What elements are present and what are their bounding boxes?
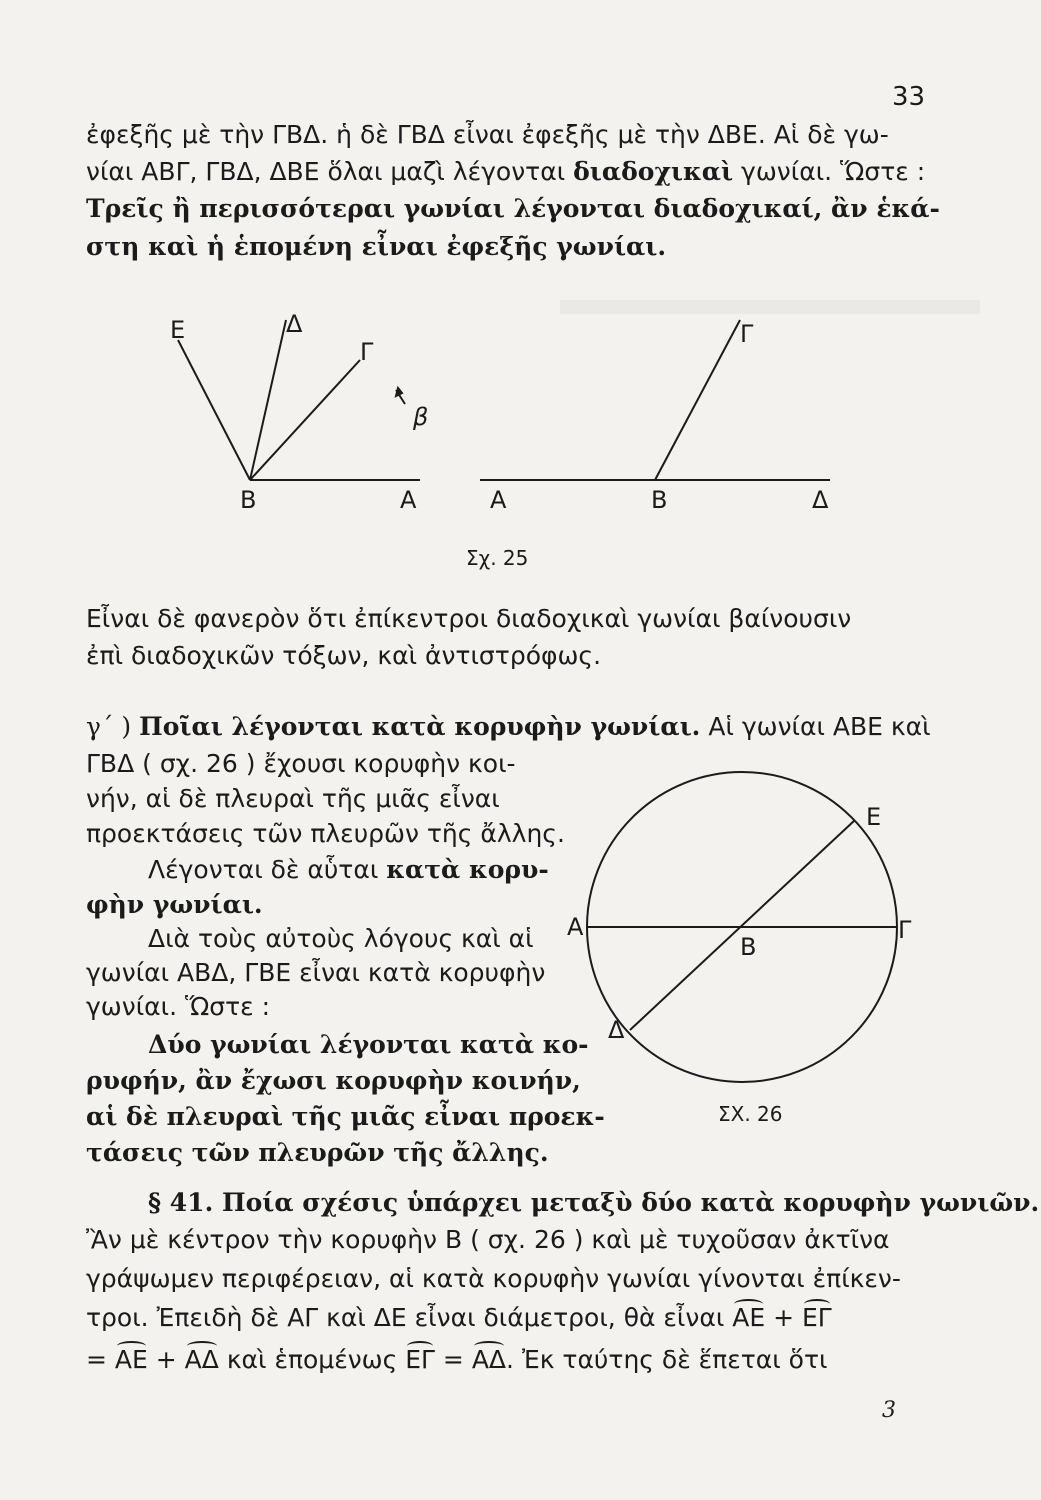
bold-term: διαδοχικαὶ	[573, 157, 734, 186]
text-line: γωνίαι. Ὥστε :	[86, 992, 271, 1021]
text: τροι. Ἐπειδὴ δὲ ΑΓ καὶ ΔΕ εἶναι διάμετροι, θὰ εἶναι	[86, 1303, 733, 1332]
arc-AD: ΑΔ	[471, 1345, 507, 1374]
text-line: Ἂν μὲ κέντρον τὴν κορυφὴν Β ( σχ. 26 ) καὶ μὲ τυχοῦσαν ἀκτῖνα	[86, 1225, 890, 1254]
section-number: § 41.	[148, 1188, 222, 1217]
rule-line: Τρεῖς ἢ περισσότεραι γωνίαι λέγονται διαδοχικαί, ἂν ἑκά-	[86, 194, 940, 223]
equals-sign: =	[434, 1345, 472, 1374]
label-B: Β	[240, 486, 257, 514]
text-line: ἐφεξῆς μὲ τὴν ΓΒΔ. ἡ δὲ ΓΒΔ εἶναι ἐφεξῆς μὲ τὴν ΔΒΕ. Αἱ δὲ γω-	[86, 120, 889, 149]
label-D: Δ	[812, 486, 829, 514]
text-line: γωνίαι ΑΒΔ, ΓΒΕ εἶναι κατὰ κορυφὴν	[86, 958, 546, 987]
text-line: προεκτάσεις τῶν πλευρῶν τῆς ἄλλης.	[86, 819, 565, 848]
label-G: Γ	[360, 338, 374, 366]
heading-bold: Ποία σχέσις ὑπάρχει μεταξὺ δύο κατὰ κορυφὴν γωνιῶν.	[221, 1188, 1040, 1217]
section-heading	[86, 1188, 1040, 1217]
label-B: Β	[651, 486, 668, 514]
plus-sign: +	[765, 1303, 802, 1332]
label-A: Α	[400, 486, 417, 514]
page-number: 33	[892, 82, 926, 112]
label-D: Δ	[286, 310, 303, 338]
text-line: ἐπὶ διαδοχικῶν τόξων, καὶ ἀντιστρόφως.	[86, 641, 602, 670]
heading-bold: Ποῖαι λέγονται κατὰ κορυφὴν γωνίαι.	[139, 712, 701, 741]
label-D: Δ	[608, 1016, 625, 1044]
equals-sign: =	[86, 1345, 115, 1374]
bold-term: φὴν γωνίαι.	[86, 890, 263, 919]
label-A: Α	[567, 913, 584, 941]
rule-line: ρυφήν, ἂν ἔχωσι κορυφὴν κοινήν,	[86, 1066, 581, 1095]
heading-number: γ΄ )	[86, 712, 140, 741]
text: . Ἐκ ταύτης δὲ ἕπεται ὅτι	[506, 1345, 828, 1374]
label-B: Β	[740, 933, 757, 961]
arc-AE: ΑΕ	[114, 1345, 148, 1374]
arc-EG: ΕΓ	[405, 1345, 435, 1374]
arc-AE: ΑΕ	[732, 1303, 766, 1332]
text-line: Εἶναι δὲ φανερὸν ὅτι ἐπίκεντροι διαδοχικαὶ γωνίαι βαίνουσιν	[86, 604, 852, 633]
text-line: νήν, αἱ δὲ πλευραὶ τῆς μιᾶς εἶναι	[86, 784, 500, 813]
label-G: Γ	[898, 916, 912, 944]
label-A: Α	[490, 486, 507, 514]
signature-mark: 3	[882, 1398, 896, 1423]
arc-EG: ΕΓ	[802, 1303, 832, 1332]
rule-line: στη καὶ ἡ ἑπομένη εἶναι ἐφεξῆς γωνίαι.	[86, 232, 667, 261]
plus-sign: +	[147, 1345, 185, 1374]
handwritten-label: β	[413, 403, 429, 431]
text: Αἱ γωνίαι ΑΒΕ καὶ	[700, 712, 931, 741]
rule-line: τάσεις τῶν πλευρῶν τῆς ἄλλης.	[86, 1138, 549, 1167]
text-line: Διὰ τοὺς αὐτοὺς λόγους καὶ αἱ	[148, 924, 534, 953]
label-G: Γ	[740, 320, 754, 348]
label-E: Ε	[866, 803, 882, 831]
text: Λέγονται δὲ αὗται	[148, 855, 387, 884]
rule-line: αἱ δὲ πλευραὶ τῆς μιᾶς εἶναι προεκ-	[86, 1102, 605, 1131]
figure-caption: ΣΧ. 26	[718, 1102, 783, 1126]
text: νίαι ΑΒΓ, ΓΒΔ, ΔΒΕ ὅλαι μαζὶ λέγονται	[86, 157, 574, 186]
arc-AD: ΑΔ	[184, 1345, 219, 1374]
bold-term: κατὰ κορυ-	[386, 855, 549, 884]
text-line: γράψωμεν περιφέρειαν, αἱ κατὰ κορυφὴν γωνίαι γίνονται ἐπίκεν-	[86, 1264, 901, 1293]
text-line	[86, 1345, 936, 1374]
rule-line: Δύο γωνίαι λέγονται κατὰ κο-	[148, 1030, 589, 1059]
text-line: ΓΒΔ ( σχ. 26 ) ἔχουσι κορυφὴν κοι-	[86, 749, 516, 778]
text: γωνίαι. Ὥστε :	[733, 157, 926, 186]
text: καὶ ἑπομένως	[218, 1345, 406, 1374]
label-E: Ε	[170, 316, 186, 344]
figure-caption: Σχ. 25	[466, 546, 529, 570]
text-line	[86, 1303, 936, 1332]
